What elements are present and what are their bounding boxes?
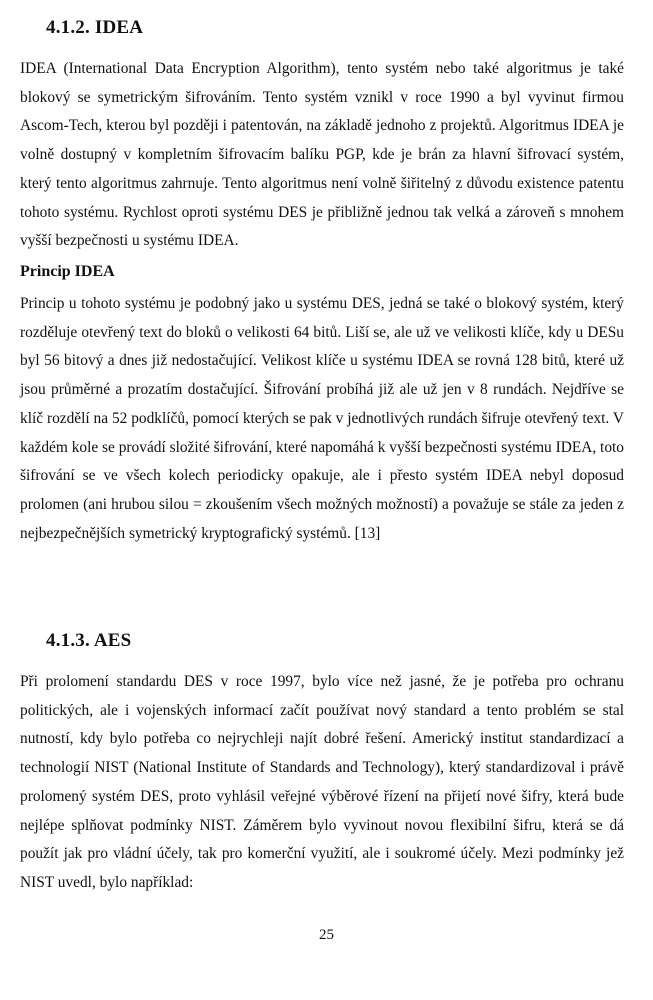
paragraph-aes-intro: Při prolomení standardu DES v roce 1997, bylo více než jasné, že je potřeba pro ochranu politických, ale i vojenských informací začít používat nový standard a tento problém se stal nutností, kdy bylo potřeba co nejrychleji najít dobré řešení. Americký institut standardizací a technologií NIST (National Institute of Standards and Technology), který standardizoval i právě prolomený systém DES, proto vyhlásil veřejné výběrové řízení na přijetí nové šifry, která bude nejlépe splňovat podmínky NIST. Záměrem bylo vyvinout novou flexibilní šifru, která se dá použít jak pro vládní účely, tak pro komerční využití, ale i soukromé účely. Mezi podmínky jež NIST uvedl, bylo například: xyxy=(20,673,624,891)
paragraph-idea-intro: IDEA (International Data Encryption Algorithm), tento systém nebo také algoritmus je také blokový se symetrickým šifrováním. Tento systém vznikl v roce 1990 a byl vyvinut firmou Ascom-Tech, kterou byl později i patentován, na základě jednoho z projektů. Algoritmus IDEA je volně dostupný v kompletním šifrovacím balíku PGP, kde je brán za hlavní šifrovací systém, který tento algoritmus zahrnuje. Tento algoritmus není volně šiřitelný z důvodu existence patentu tohoto systému. Rychlost oproti systému DES je přibližně jednou tak velká a zároveň s mnohem vyšší bezpečnosti u systému IDEA. xyxy=(20,60,624,250)
subsection-heading-principle: Princip IDEA xyxy=(20,263,115,280)
section-heading-aes: 4.1.3. AES xyxy=(46,630,132,651)
paragraph-idea-principle: Princip u tohoto systému je podobný jako u systému DES, jedná se také o blokový systém, který rozděluje otevřený text do bloků o velikosti 64 bitů. Liší se, ale už ve velikosti klíče, kdy u DESu byl 56 bitový a dnes již nedostačující. Velikost klíče u systému IDEA se rovná 128 bitů, které už jsou průměrné a prozatím dostačující. Šifrování probíhá již ale už jen v 8 rundách. Nejdříve se klíč rozdělí na 52 podklíčů, pomocí kterých se pak v jednotlivých rundách šifruje otevřený text. V každém kole se provádí složité šifrování, které napomáhá k vyšší bezpečnosti systému IDEA, toto šifrování se ve všech kolech periodicky opakuje, ale i přesto systém IDEA nebyl doposud prolomen (ani hrubou silou = zkoušením všech možných možností) a považuje se stále za jeden z nejbezpečnějších symetrický kryptografický systémů. [13] xyxy=(20,295,624,542)
page-number: 25 xyxy=(319,927,334,943)
section-heading-idea: 4.1.2. IDEA xyxy=(46,17,144,38)
